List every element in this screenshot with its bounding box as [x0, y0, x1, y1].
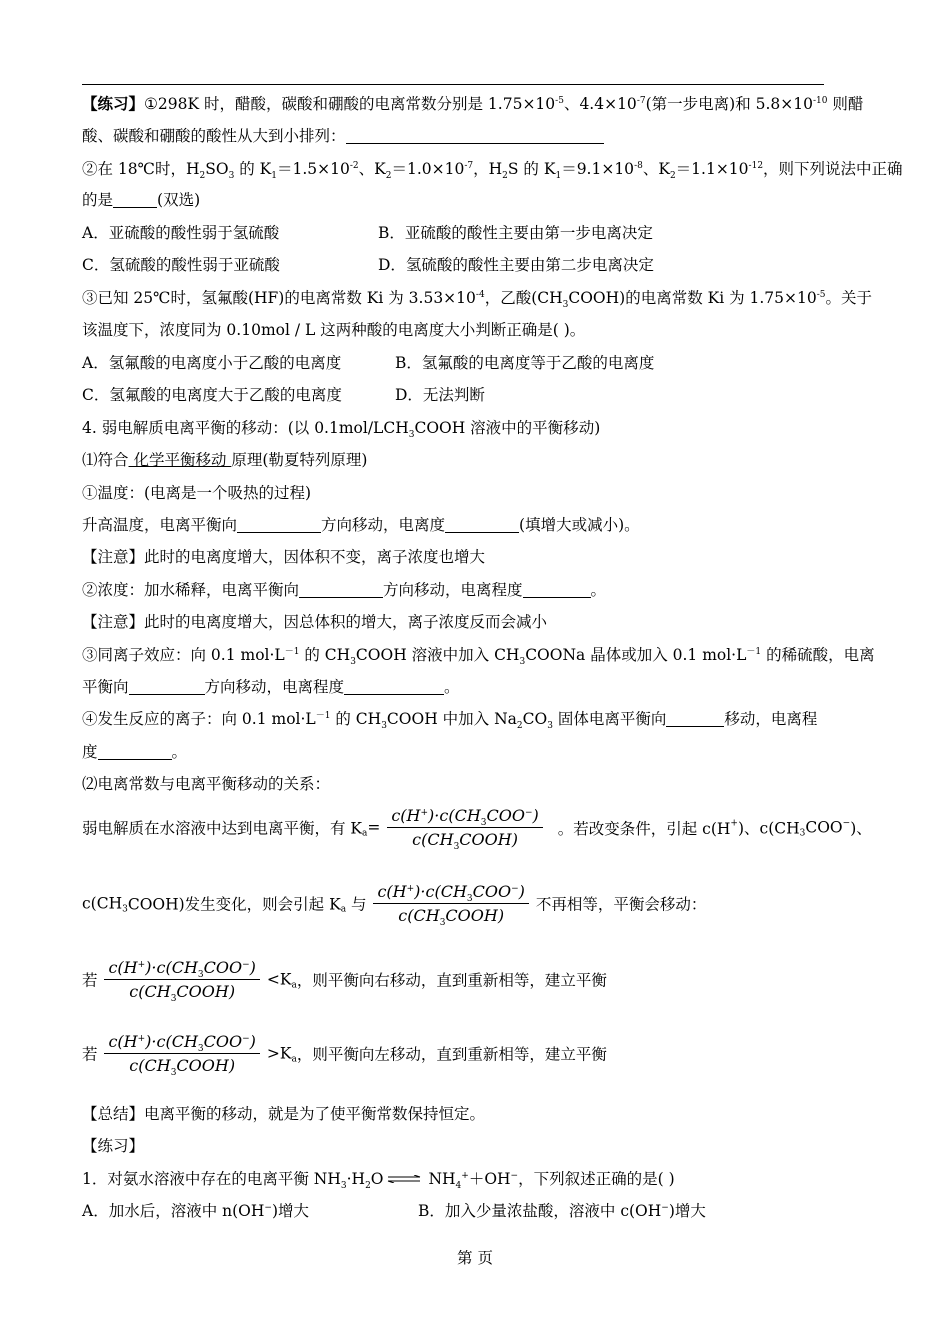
q-fraction: $\frac{c(H^+)\cdot c(CH_3COO^-)}{c(CH_3COOH)}$: [373, 882, 528, 925]
q-fraction: $\frac{c(H^+)\cdot c(CH_3COO^-)}{c(CH_3COOH)}$: [104, 958, 259, 1001]
header-rule: [82, 84, 824, 85]
practice1-q3-optB[interactable]: B．氢氟酸的电离度等于乙酸的电离度: [395, 354, 655, 372]
practice-heading: 【练习】: [82, 1137, 145, 1155]
q-fraction: $\frac{c(H^+)\cdot c(CH_3COO^-)}{c(CH_3COOH)}$: [104, 1032, 259, 1075]
section4-note2: 【注意】此时的电离度增大，因总体积的增大，离子浓度反而会减小: [82, 613, 548, 631]
ratio-greater-than: 若 $\frac{c(H^+)\cdot c(CH_3COO^-)}{c(CH_3COOH)}$ $>K_a$，则平衡向左移动，直到重新相等，建立平衡: [82, 1032, 607, 1078]
practice1-q3-optA[interactable]: A．氢氟酸的电离度小于乙酸的电离度: [82, 354, 342, 372]
practice2-q1-optB[interactable]: B．加入少量浓盐酸，溶液中 c(OH−)增大: [418, 1202, 706, 1220]
practice2-q1-optA[interactable]: A．加水后，溶液中 n(OH−)增大: [82, 1202, 309, 1220]
answer-blank[interactable]: [666, 711, 724, 727]
answer-blank[interactable]: [237, 517, 321, 533]
section4-react: ④发生反应的离子：向 0.1 $mol\cdot L^{-1}$ 的 $CH_3COOH$ 中加入 $Na_2CO_3$ 固体电离平衡向 移动，电离程: [82, 710, 818, 731]
practice2-q1: 1．对氨水溶液中存在的电离平衡 $NH_3\cdot H_2O$ $NH_4^++OH^-$，下列叙述正确的是( ): [82, 1170, 675, 1191]
answer-blank[interactable]: [445, 517, 519, 533]
practice1-q3-optD[interactable]: D．无法判断: [395, 386, 485, 404]
practice1-q2-optA[interactable]: A．亚硫酸的酸性弱于氢硫酸: [82, 224, 280, 242]
practice1-q3-optC[interactable]: C．氢氟酸的电离度大于乙酸的电离度: [82, 386, 342, 404]
section4-principle: ⑴符合 化学平衡移动 原理(勒夏特列原理): [82, 451, 368, 469]
answer-blank[interactable]: [98, 744, 172, 760]
section4-ion: ③同离子效应：向 0.1 $mol\cdot L^{-1}$ 的 $CH_3COOH$ 溶液中加入 $CH_3COONa$ 晶体或加入 0.1 $mol\cdot L^{-1}$ 的稀硫酸，电离: [82, 646, 875, 667]
answer-blank[interactable]: [346, 128, 604, 144]
equilibrium-arrow-icon: [387, 1175, 421, 1183]
practice1-q1-line2: 酸、碳酸和硼酸的酸性从大到小排列：: [82, 126, 604, 146]
answer-blank[interactable]: [344, 679, 444, 695]
practice1-q3-line2: 该温度下，浓度同为 0.10mol / L 这两种酸的电离度大小判断正确是( )。: [82, 321, 586, 339]
summary: 【总结】电离平衡的移动，就是为了使平衡常数保持恒定。: [82, 1105, 486, 1123]
practice1-q2-optC[interactable]: C．氢硫酸的酸性弱于亚硫酸: [82, 256, 280, 274]
section4-note1: 【注意】此时的电离度增大，因体积不变，离子浓度也增大: [82, 548, 486, 566]
practice1-q1: 【练习】①298K 时，醋酸，碳酸和硼酸的电离常数分别是 $1.75\times 10^{-5}$、$4.4\times 10^{-7}$(第一步电离)和 $5.8\times 10^{-10}$ 则醋: [82, 94, 864, 113]
answer-blank[interactable]: [299, 582, 383, 598]
section4-ion-line2: 平衡向 方向移动，电离程度 。: [82, 678, 460, 696]
page-number: 第 页: [457, 1249, 493, 1267]
section4-temp: ①温度：(电离是一个吸热的过程): [82, 484, 312, 502]
section4-title: 4. 弱电解质电离平衡的移动：(以 $0.1mol/LCH_3COOH$ 溶液中的平衡移动): [82, 419, 601, 440]
answer-blank[interactable]: [523, 582, 591, 598]
ka-change: $c(CH_3COOH)$发生变化，则会引起 $K_a$ 与 $\frac{c(H^+)\cdot c(CH_3COO^-)}{c(CH_3COOH)}$ 不再相等，平衡会移动：: [82, 882, 707, 928]
section4-conc: ②浓度：加水稀释，电离平衡向 方向移动，电离程度 。: [82, 581, 607, 599]
practice1-q2-optB[interactable]: B．亚硫酸的酸性主要由第一步电离决定: [378, 224, 653, 242]
practice1-q3: ③已知 25℃时，氢氟酸(HF)的电离常数 Ki 为 $3.53\times 10^{-4}$，乙酸$(CH_3COOH)$的电离常数 Ki 为 $1.75\times 10^{-5}$。关于: [82, 289, 873, 310]
practice1-q2: ②在 18℃时，$H_2SO_3$ 的 $K_1=1.5\times 10^{-2}$、$K_2=1.0\times 10^{-7}$，$H_2S$ 的 $K_1=9.1\times 10^{-8}$、$K_2=1.1\times 10^{-12}$，则下列说法中正确: [82, 160, 903, 181]
answer-blank[interactable]: [113, 192, 157, 208]
section4-relation: ⑵电离常数与电离平衡移动的关系：: [82, 775, 331, 793]
practice1-q2-optD[interactable]: D．氢硫酸的酸性主要由第二步电离决定: [378, 256, 654, 274]
section4-temp-line2: 升高温度，电离平衡向 方向移动，电离度 (填增大或减小)。: [82, 516, 640, 534]
ka-definition: 弱电解质在水溶液中达到电离平衡，有 $K_a=$ $\frac{c(H^+)\cdot c(CH_3COO^-)}{c(CH_3COOH)}$ 。若改变条件，引起 c(H+)、$c(CH_3COO^-)$、: [82, 806, 872, 852]
ka-fraction: $\frac{c(H^+)\cdot c(CH_3COO^-)}{c(CH_3COOH)}$: [387, 806, 542, 849]
ratio-less-than: 若 $\frac{c(H^+)\cdot c(CH_3COO^-)}{c(CH_3COOH)}$ $<K_a$，则平衡向右移动，直到重新相等，建立平衡: [82, 958, 607, 1004]
practice1-q2-line2: 的是 (双选): [82, 191, 201, 209]
answer-blank[interactable]: [129, 679, 205, 695]
section4-react-line2: 度 。: [82, 743, 188, 761]
